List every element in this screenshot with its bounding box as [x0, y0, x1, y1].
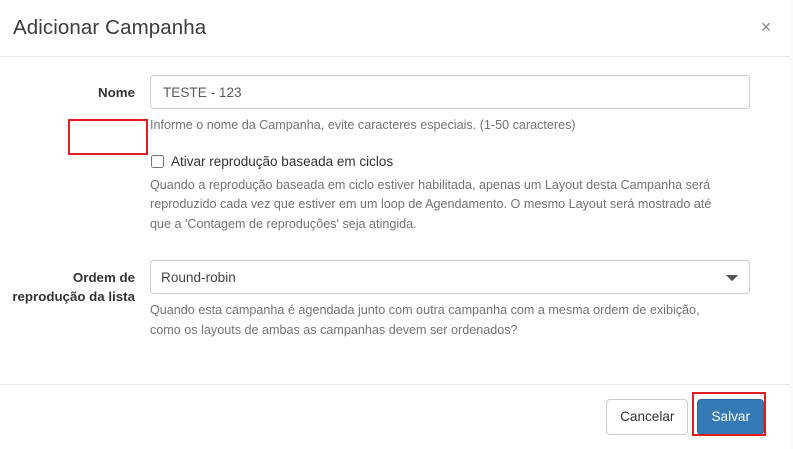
cycle-playback-checkbox[interactable] — [151, 155, 164, 168]
save-button-wrapper — [688, 399, 764, 435]
name-field-help: Informe o nome da Campanha, evite caracteres especiais. (1-50 caracteres) — [150, 118, 576, 132]
cycle-playback-help: Quando a reprodução baseada em ciclo estiver habilitada, apenas um Layout desta Campanha será reproduzido cada vez que estiver em um loop de Agendamento. O mesmo Layout será mostrado até que a 'Contagem de reproduções' seja atingida. — [150, 177, 712, 231]
play-order-help: Quando esta campanha é agendada junto com outra campanha com a mesma ordem de exibição, como os layouts de ambas as campanhas devem ser ordenados? — [150, 303, 700, 337]
close-icon[interactable]: × — [756, 17, 776, 37]
dialog-header — [0, 0, 793, 57]
name-field-row — [0, 75, 793, 136]
cancel-button[interactable]: Cancelar — [606, 399, 688, 435]
dialog-body — [0, 57, 793, 384]
page-title: Adicionar Campanha — [13, 16, 207, 39]
dialog-footer — [0, 384, 793, 449]
name-field-label: Nome — [98, 85, 135, 100]
play-order-label: Ordem de reprodução da lista — [12, 270, 135, 305]
play-order-select[interactable] — [150, 260, 750, 294]
cycle-playback-label: Ativar reprodução baseada em ciclos — [171, 153, 394, 169]
campaign-name-input[interactable] — [150, 75, 750, 109]
play-order-row — [0, 260, 793, 340]
save-button[interactable]: Salvar — [697, 399, 764, 435]
cycle-playback-row — [0, 136, 793, 235]
cycle-playback-label-col — [0, 136, 150, 144]
